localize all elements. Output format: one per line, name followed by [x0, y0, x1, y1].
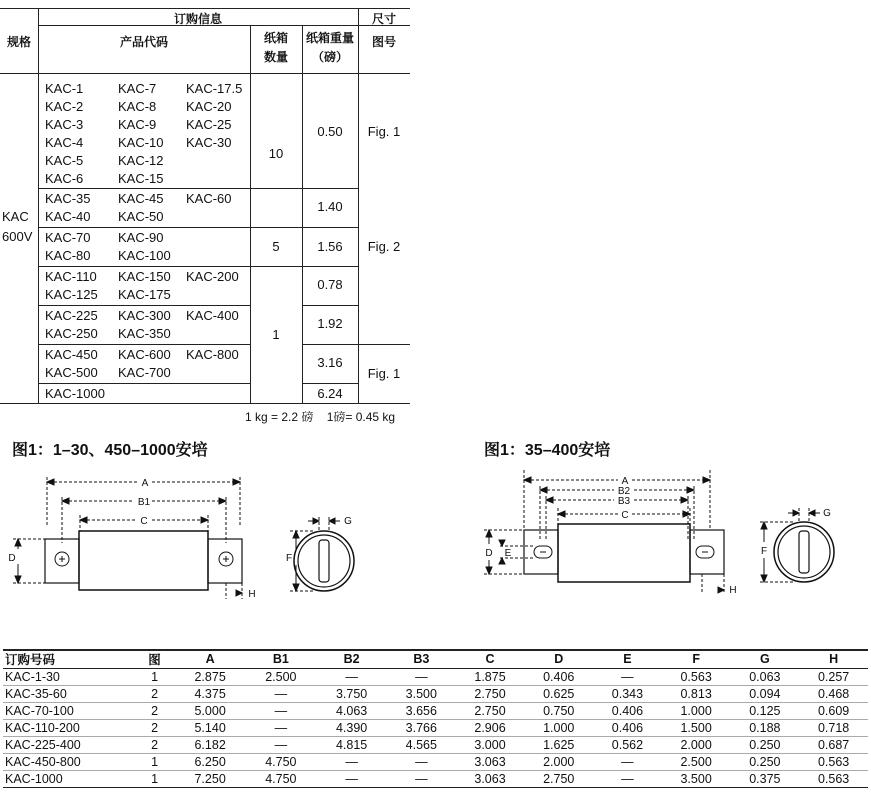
fig-ref-3: Fig. 1 — [367, 366, 401, 381]
spec-row — [3, 669, 868, 686]
spec-kac-600v — [2, 207, 32, 247]
product-code: KAC-225 — [45, 308, 98, 323]
spec-cell: 5.140 — [175, 720, 246, 737]
product-code: KAC-30 — [186, 135, 232, 150]
product-code: KAC-1000 — [45, 386, 105, 401]
code-group-2-col1 — [45, 190, 91, 226]
spec-cell: 6.182 — [175, 737, 246, 754]
product-code: KAC-110 — [45, 269, 97, 284]
fig2-label-b2: B2 — [617, 486, 631, 497]
spec-row — [3, 686, 868, 703]
carton-weight-4: 0.78 — [317, 277, 343, 292]
product-code: KAC-6 — [45, 171, 84, 186]
code-group-1-col1 — [45, 80, 83, 188]
header-carton-weight — [302, 29, 358, 67]
spec-cell: 0.687 — [799, 737, 868, 754]
product-code: KAC-35 — [45, 191, 91, 206]
spec-cell: KAC-70-100 — [3, 703, 134, 720]
product-code: KAC-800 — [186, 347, 239, 362]
carton-weight-1: 0.50 — [317, 124, 343, 139]
spec-cell: 0.750 — [524, 703, 593, 720]
spec-cell: 2 — [134, 737, 174, 754]
product-code: KAC-175 — [118, 287, 171, 302]
spec-cell: 3.766 — [387, 720, 456, 737]
spec-cell: 0.563 — [662, 669, 731, 686]
spec-cell: 1.500 — [662, 720, 731, 737]
unit-conversion-note: 1 kg = 2.2 磅 1磅= 0.45 kg — [245, 410, 396, 424]
product-code: KAC-500 — [45, 365, 98, 380]
product-code: KAC-1 — [45, 81, 84, 96]
spec-cell: KAC-35-60 — [3, 686, 134, 703]
spec-cell: — — [387, 754, 456, 771]
header-carton-weight-line1: 纸箱重量 — [305, 31, 354, 45]
spec-cell: 3.063 — [456, 754, 525, 771]
spec-cell: 0.094 — [730, 686, 799, 703]
carton-qty-2: 5 — [272, 239, 280, 254]
fig1-label-d: D — [8, 553, 16, 564]
spec-cell: 0.468 — [799, 686, 868, 703]
spec-col-g: G — [730, 650, 799, 669]
product-code: KAC-17.5 — [186, 81, 243, 96]
product-code: KAC-100 — [118, 248, 171, 263]
spec-cell: 1.000 — [662, 703, 731, 720]
spec-cell: 4.063 — [316, 703, 387, 720]
spec-col-b1: B1 — [246, 650, 317, 669]
fig2-label-f: F — [760, 546, 768, 557]
code-group-1-col3 — [186, 80, 242, 152]
product-code: KAC-300 — [118, 308, 171, 323]
spec-cell: 3.500 — [387, 686, 456, 703]
spec-row — [3, 754, 868, 771]
figure1-diagram — [0, 465, 440, 615]
product-code: KAC-20 — [186, 99, 232, 114]
fig1-label-g: G — [344, 516, 352, 527]
spec-cell: 0.250 — [730, 754, 799, 771]
spec-cell: 0.250 — [730, 737, 799, 754]
code-group-4-col2 — [118, 268, 171, 304]
code-group-6-col3 — [186, 346, 239, 364]
spec-cell: 0.563 — [799, 771, 868, 788]
spec-cell: 3.063 — [456, 771, 525, 788]
code-group-6-col1 — [45, 346, 98, 382]
product-code: KAC-125 — [45, 287, 98, 302]
spec-cell: — — [316, 771, 387, 788]
product-code: KAC-200 — [186, 269, 239, 284]
spec-col-c: C — [456, 650, 525, 669]
header-carton-qty — [250, 29, 302, 67]
carton-weight-3: 1.56 — [317, 239, 343, 254]
spec-cell: 1.875 — [456, 669, 525, 686]
spec-cell: — — [593, 669, 662, 686]
spec-cell: — — [593, 771, 662, 788]
product-code: KAC-700 — [118, 365, 171, 380]
header-order-info: 订购信息 — [173, 12, 222, 26]
spec-cell: — — [316, 754, 387, 771]
spec-cell: 3.750 — [316, 686, 387, 703]
product-code: KAC-90 — [118, 230, 164, 245]
spec-cell: 2.500 — [246, 669, 317, 686]
product-code: KAC-2 — [45, 99, 84, 114]
spec-cell: 0.718 — [799, 720, 868, 737]
spec-cell: 0.563 — [799, 754, 868, 771]
product-code: KAC-15 — [118, 171, 164, 186]
spec-cell: 1.000 — [524, 720, 593, 737]
code-group-6-col2 — [118, 346, 171, 382]
code-group-5-col3 — [186, 307, 239, 325]
spec-col-f: F — [662, 650, 731, 669]
code-group-5-col2 — [118, 307, 171, 343]
code-group-4-col1 — [45, 268, 98, 304]
spec-col-a: A — [175, 650, 246, 669]
spec-cell: 2.750 — [456, 686, 525, 703]
spec-cell: 0.343 — [593, 686, 662, 703]
spec-cell: 0.562 — [593, 737, 662, 754]
code-group-2-col2 — [118, 190, 164, 226]
spec-table — [3, 650, 868, 788]
product-code: KAC-9 — [118, 117, 157, 132]
spec-cell: 0.375 — [730, 771, 799, 788]
spec-cell: — — [246, 737, 317, 754]
fig2-label-a: A — [621, 476, 629, 487]
code-group-7-col1 — [45, 385, 105, 403]
spec-line1: KAC — [2, 209, 29, 224]
figure2-title: 图1：35–400安培 — [484, 442, 611, 459]
header-carton-weight-line2: （磅） — [311, 50, 348, 64]
spec-cell: 2.750 — [524, 771, 593, 788]
product-code: KAC-50 — [118, 209, 164, 224]
spec-cell: KAC-1-30 — [3, 669, 134, 686]
spec-line2: 600V — [2, 229, 33, 244]
spec-cell: — — [316, 669, 387, 686]
fig2-label-c: C — [621, 510, 629, 521]
spec-table-body — [3, 669, 868, 788]
fig1-label-b1: B1 — [137, 497, 151, 508]
spec-cell: 1 — [134, 669, 174, 686]
spec-cell: 0.406 — [593, 703, 662, 720]
spec-row — [3, 703, 868, 720]
product-code: KAC-250 — [45, 326, 98, 341]
fig-ref-1: Fig. 1 — [367, 124, 401, 139]
spec-cell: — — [387, 669, 456, 686]
spec-cell: 2.000 — [662, 737, 731, 754]
product-code: KAC-450 — [45, 347, 98, 362]
carton-qty-1: 10 — [268, 146, 284, 161]
spec-cell: 2 — [134, 703, 174, 720]
spec-cell: 0.125 — [730, 703, 799, 720]
spec-cell: 4.375 — [175, 686, 246, 703]
product-code: KAC-70 — [45, 230, 91, 245]
spec-cell: 2.500 — [662, 754, 731, 771]
code-group-3-col2 — [118, 229, 171, 265]
spec-col-fig: 图 — [134, 650, 174, 669]
spec-col-e: E — [593, 650, 662, 669]
header-size: 尺寸 — [371, 12, 396, 26]
header-product-code: 产品代码 — [119, 35, 168, 49]
spec-cell: 0.406 — [593, 720, 662, 737]
spec-cell: 5.000 — [175, 703, 246, 720]
spec-cell: — — [246, 720, 317, 737]
fig2-label-h: H — [729, 585, 737, 596]
product-code: KAC-12 — [118, 153, 164, 168]
spec-cell: 7.250 — [175, 771, 246, 788]
carton-weight-6: 3.16 — [317, 355, 343, 370]
spec-cell: — — [246, 686, 317, 703]
product-code: KAC-10 — [118, 135, 164, 150]
spec-cell: 2.750 — [456, 703, 525, 720]
spec-cell: 6.250 — [175, 754, 246, 771]
spec-cell: KAC-450-800 — [3, 754, 134, 771]
spec-col-h: H — [799, 650, 868, 669]
spec-cell: — — [246, 703, 317, 720]
spec-cell: 1 — [134, 771, 174, 788]
spec-cell: 2.906 — [456, 720, 525, 737]
product-code: KAC-4 — [45, 135, 84, 150]
carton-weight-2: 1.40 — [317, 199, 343, 214]
fig2-label-e: E — [504, 548, 512, 559]
fig1-label-f: F — [285, 553, 293, 564]
spec-cell: 2.000 — [524, 754, 593, 771]
fig-ref-2: Fig. 2 — [367, 239, 401, 254]
spec-cell: 0.625 — [524, 686, 593, 703]
carton-weight-5: 1.92 — [317, 316, 343, 331]
product-code: KAC-7 — [118, 81, 157, 96]
spec-cell: 4.565 — [387, 737, 456, 754]
spec-col-b3: B3 — [387, 650, 456, 669]
spec-cell: 3.500 — [662, 771, 731, 788]
product-code: KAC-40 — [45, 209, 91, 224]
spec-cell: — — [387, 771, 456, 788]
spec-cell: KAC-110-200 — [3, 720, 134, 737]
fig1-label-h: H — [248, 589, 256, 600]
spec-cell: 0.406 — [524, 669, 593, 686]
code-group-5-col1 — [45, 307, 98, 343]
header-spec: 规格 — [6, 35, 31, 49]
product-code: KAC-80 — [45, 248, 91, 263]
carton-weight-7: 6.24 — [317, 386, 343, 401]
spec-cell: 2.875 — [175, 669, 246, 686]
spec-cell: 4.815 — [316, 737, 387, 754]
product-code: KAC-25 — [186, 117, 232, 132]
spec-cell: 0.257 — [799, 669, 868, 686]
product-code: KAC-45 — [118, 191, 164, 206]
product-code: KAC-8 — [118, 99, 157, 114]
header-fig-number: 图号 — [371, 35, 396, 49]
fig1-label-c: C — [140, 516, 148, 527]
product-code: KAC-3 — [45, 117, 84, 132]
spec-cell: 0.188 — [730, 720, 799, 737]
spec-row — [3, 771, 868, 788]
product-code: KAC-400 — [186, 308, 239, 323]
code-group-2-col3 — [186, 190, 232, 208]
spec-cell: — — [593, 754, 662, 771]
code-group-1-col2 — [118, 80, 164, 188]
product-code: KAC-350 — [118, 326, 171, 341]
product-code: KAC-600 — [118, 347, 171, 362]
spec-cell: 3.656 — [387, 703, 456, 720]
spec-cell: 3.000 — [456, 737, 525, 754]
figure2-diagram — [470, 460, 870, 610]
spec-table-header — [3, 650, 868, 669]
fig2-label-b3: B3 — [617, 496, 631, 507]
spec-cell: 0.813 — [662, 686, 731, 703]
spec-row — [3, 720, 868, 737]
spec-col-b2: B2 — [316, 650, 387, 669]
spec-cell: 1.625 — [524, 737, 593, 754]
product-code: KAC-60 — [186, 191, 232, 206]
fig1-label-a: A — [141, 478, 149, 489]
carton-qty-3: 1 — [272, 327, 280, 342]
spec-cell: KAC-1000 — [3, 771, 134, 788]
product-code: KAC-5 — [45, 153, 84, 168]
figure1-title: 图1：1–30、450–1000安培 — [12, 442, 208, 459]
spec-cell: 4.750 — [246, 771, 317, 788]
fig2-label-g: G — [823, 508, 831, 519]
spec-col-d: D — [524, 650, 593, 669]
spec-cell: 2 — [134, 686, 174, 703]
code-group-4-col3 — [186, 268, 239, 286]
spec-cell: 0.063 — [730, 669, 799, 686]
spec-col-order-no: 订购号码 — [3, 650, 134, 669]
product-code: KAC-150 — [118, 269, 171, 284]
spec-cell: 4.750 — [246, 754, 317, 771]
fig2-label-d: D — [485, 548, 493, 559]
header-carton-qty-line1: 纸箱 — [263, 31, 288, 45]
spec-cell: 4.390 — [316, 720, 387, 737]
spec-cell: 2 — [134, 720, 174, 737]
spec-cell: 0.609 — [799, 703, 868, 720]
code-group-3-col1 — [45, 229, 91, 265]
header-carton-qty-line2: 数量 — [263, 50, 288, 64]
spec-cell: KAC-225-400 — [3, 737, 134, 754]
spec-cell: 1 — [134, 754, 174, 771]
spec-row — [3, 737, 868, 754]
